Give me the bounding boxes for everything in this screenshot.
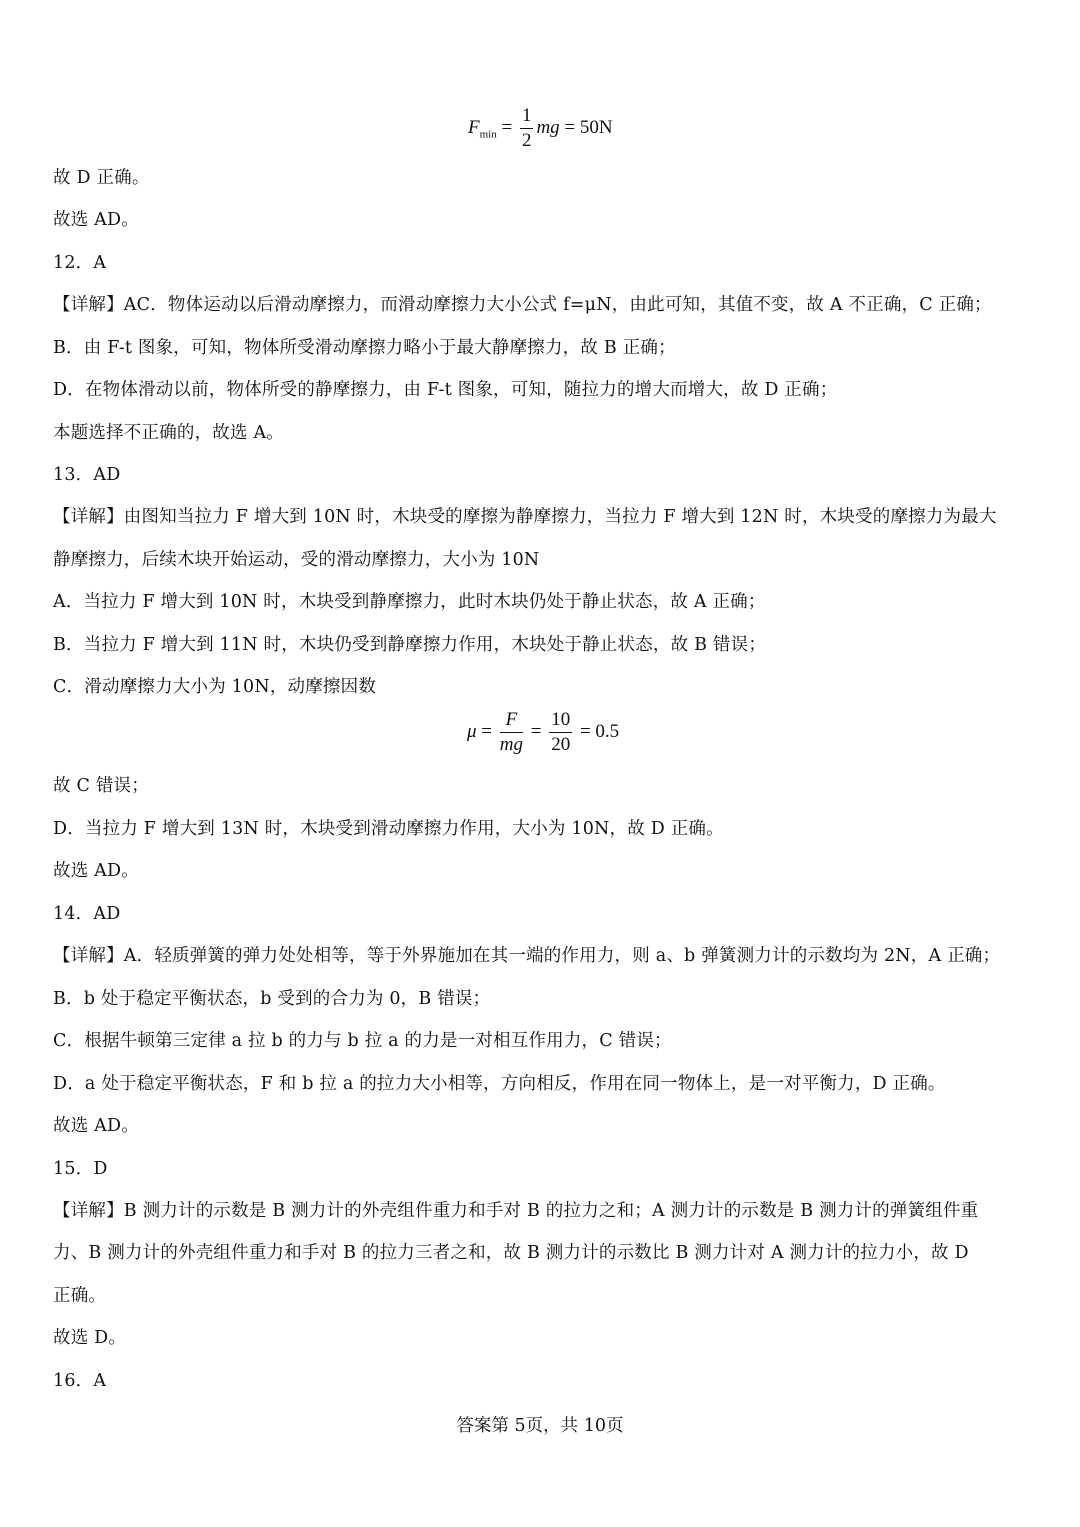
page-footer: 答案第 5页，共 10页 [456, 1416, 624, 1436]
text-line: C．根据牛顿第三定律 a 拉 b 的力与 b 拉 a 的力是一对相互作用力，C 错误； [53, 1031, 672, 1051]
eq1-mg: mg [536, 116, 560, 138]
text-line: D．在物体滑动以前，物体所受的静摩擦力，由 F-t 图象，可知，随拉力的增大而增大，故 D 正确； [53, 380, 838, 400]
text-line: C．滑动摩擦力大小为 10N，动摩擦因数 [53, 677, 377, 697]
eq1-result: = 50N [559, 116, 613, 138]
text-line: 力、B 测力计的外壳组件重力和手对 B 的拉力三者之和，故 B 测力计的示数比 B 测力计对 A 测力计的拉力小，故 D [53, 1243, 969, 1263]
eq2-fraction-2 [549, 708, 572, 757]
question-number: 12．A [53, 253, 107, 273]
eq1-numerator: 1 [520, 104, 534, 129]
eq1-lhs: F [468, 116, 480, 138]
text-line: 【详解】AC．物体运动以后滑动摩擦力，而滑动摩擦力大小公式 f=μN，由此可知，其值不变，故 A 不正确，C 正确； [53, 295, 992, 315]
equation-f-min [468, 104, 613, 153]
text-line: 【详解】B 测力计的示数是 B 测力计的外壳组件重力和手对 B 的拉力之和；A 测力计的示数是 B 测力计的弹簧组件重 [53, 1201, 979, 1221]
text-line: A．当拉力 F 增大到 10N 时，木块受到静摩擦力，此时木块仍处于静止状态，故 A 正确； [53, 592, 766, 612]
text-line: 故选 AD。 [53, 861, 139, 881]
text-line: 【详解】A．轻质弹簧的弹力处处相等，等于外界施加在其一端的作用力，则 a、b 弹簧测力计的示数均为 2N，A 正确； [53, 946, 1001, 966]
text-line: 【详解】由图知当拉力 F 增大到 10N 时，木块受的摩擦为静摩擦力，当拉力 F 增大到 12N 时，木块受的摩擦力为最大 [53, 507, 997, 527]
text-line: D．当拉力 F 增大到 13N 时，木块受到滑动摩擦力作用，大小为 10N，故 D 正确。 [53, 819, 724, 839]
question-number: 15．D [53, 1159, 108, 1179]
equation-mu [467, 708, 619, 757]
text-line: 静摩擦力，后续木块开始运动，受的滑动摩擦力，大小为 10N [53, 550, 540, 570]
eq2-denominator-1: mg [499, 734, 523, 755]
question-number: 13．AD [53, 465, 121, 485]
text-line: 正确。 [53, 1286, 107, 1306]
text-line: 故 D 正确。 [53, 168, 150, 188]
eq2-result: = 0.5 [575, 720, 620, 742]
eq1-denominator: 2 [521, 130, 532, 151]
eq1-equals-1: = [496, 116, 517, 138]
eq2-fraction-1 [500, 708, 523, 757]
eq2-denominator-2: 20 [551, 734, 571, 755]
eq2-equals-0: = [476, 720, 497, 742]
eq2-equals-1: = [526, 720, 547, 742]
text-line: 故选 AD。 [53, 210, 139, 230]
eq1-fraction [520, 104, 534, 153]
eq2-numerator-2: 10 [549, 708, 572, 733]
text-line: D．a 处于稳定平衡状态，F 和 b 拉 a 的拉力大小相等，方向相反，作用在同一物体上，是一对平衡力，D 正确。 [53, 1074, 946, 1094]
text-line: B．当拉力 F 增大到 11N 时，木块仍受到静摩擦力作用，木块处于静止状态，故 B 错误； [53, 635, 767, 655]
text-line: B．由 F-t 图象，可知，物体所受滑动摩擦力略小于最大静摩擦力，故 B 正确； [53, 338, 676, 358]
eq2-numerator-1: F [500, 708, 523, 733]
text-line: 故选 AD。 [53, 1116, 139, 1136]
eq2-lhs: μ [467, 720, 477, 742]
text-line: 故选 D。 [53, 1328, 127, 1348]
text-line: 本题选择不正确的，故选 A。 [53, 423, 284, 443]
text-line: B．b 处于稳定平衡状态，b 受到的合力为 0，B 错误； [53, 989, 491, 1009]
text-line: 故 C 错误； [53, 776, 149, 796]
question-number: 16．A [53, 1371, 107, 1391]
question-number: 14．AD [53, 904, 121, 924]
eq1-sub: min [479, 128, 497, 141]
